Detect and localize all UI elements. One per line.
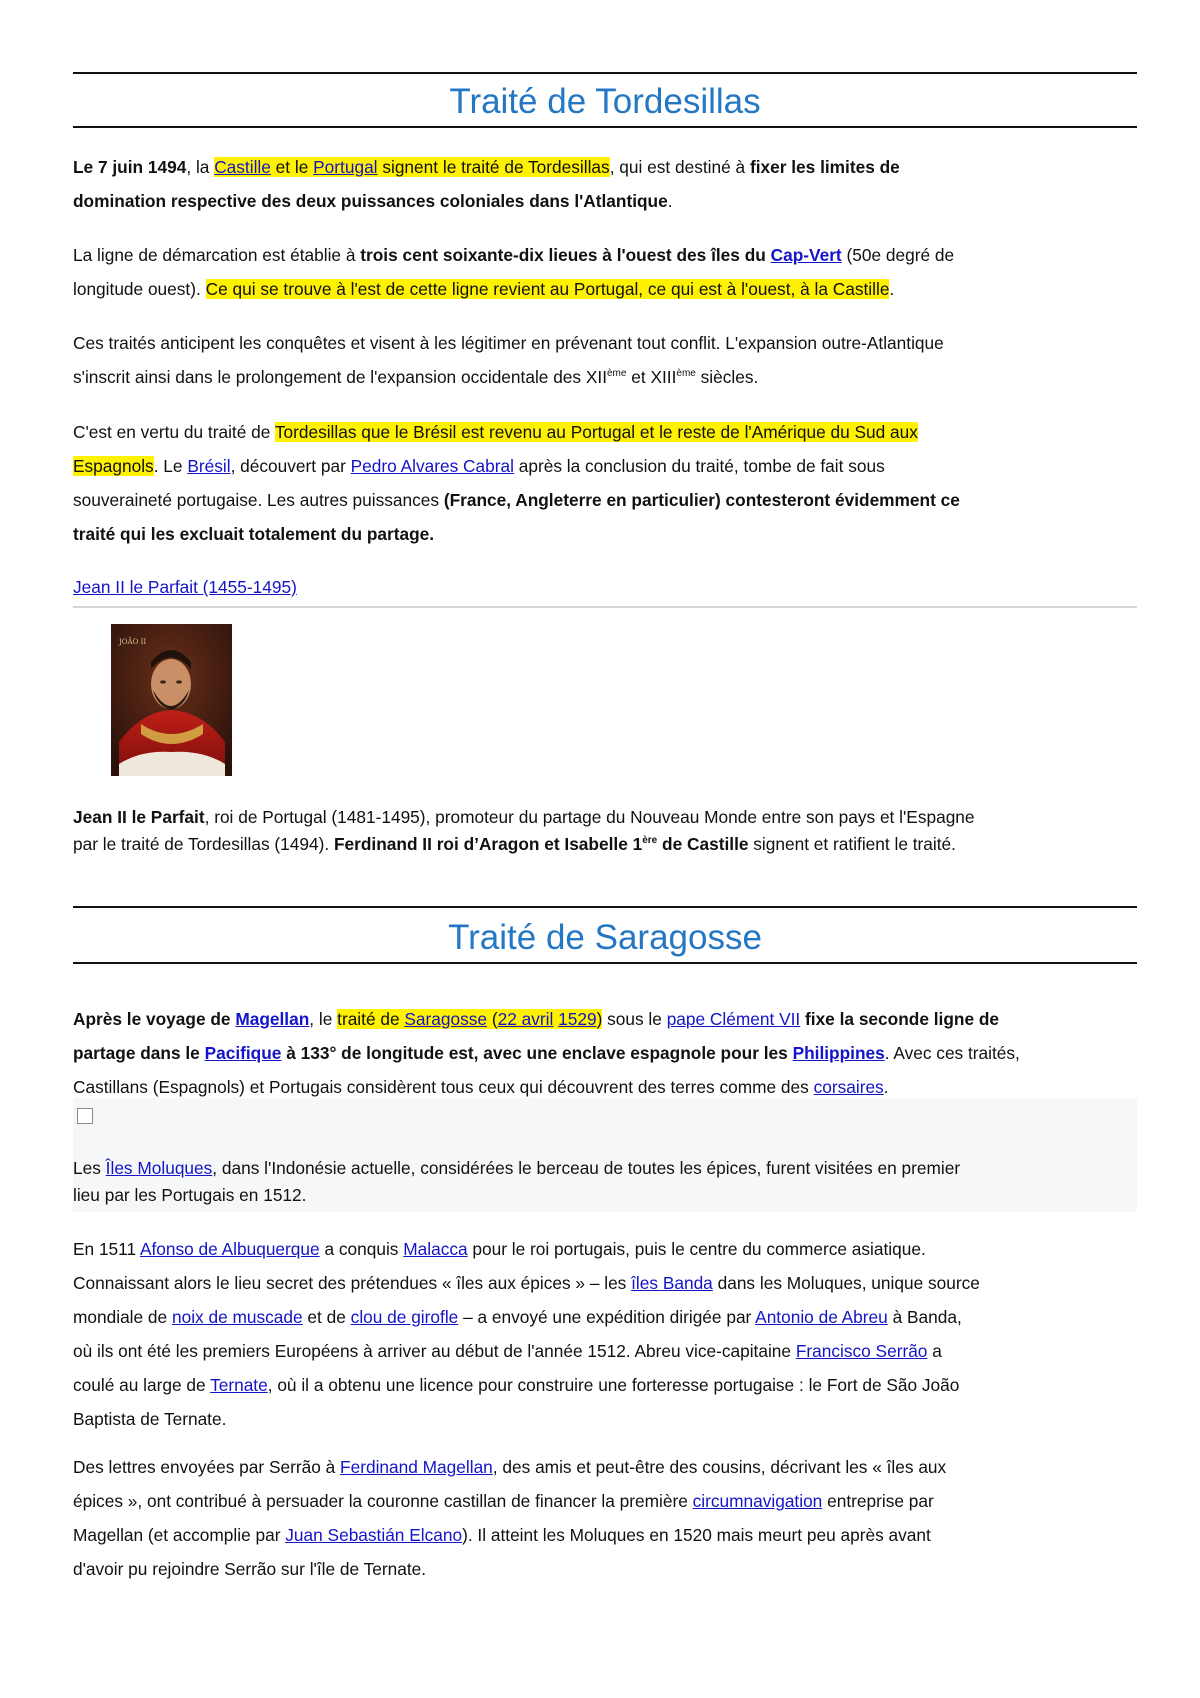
text: , découvert par — [230, 456, 351, 476]
text: sous le — [602, 1009, 667, 1029]
link-ferdinand-magellan[interactable]: Ferdinand Magellan — [340, 1457, 493, 1477]
text: La ligne de démarcation est établie à — [73, 245, 361, 265]
text: , le — [309, 1009, 338, 1029]
link-corsaires[interactable]: corsaires — [813, 1077, 884, 1097]
link-noix-de-muscade[interactable]: noix de muscade — [171, 1307, 303, 1327]
section-title-saragosse: Traité de Saragosse — [448, 918, 762, 957]
text: et le — [270, 157, 314, 177]
text: lieu par les Portugais en 1512. — [73, 1185, 307, 1205]
title-rule-top — [73, 72, 1137, 74]
link-pape-clement[interactable]: pape Clément VII — [666, 1009, 801, 1029]
text: Baptista de Ternate. — [73, 1409, 227, 1429]
text: . — [889, 279, 895, 299]
text: , la — [186, 157, 215, 177]
text: . — [667, 191, 673, 211]
text: C'est en vertu du traité de — [73, 422, 275, 442]
link-cabral[interactable]: Pedro Alvares Cabral — [350, 456, 514, 476]
bold-text: trois cent soixante-dix lieues à l'ouest des îles du — [360, 245, 771, 265]
link-circumnavigation[interactable]: circumnavigation — [692, 1491, 823, 1511]
text: ). Il atteint les Moluques en 1520 mais meurt peu après avant — [462, 1525, 931, 1545]
highlight — [214, 157, 609, 177]
date-text: Le 7 juin 1494 — [73, 157, 187, 177]
text: a conquis — [319, 1239, 404, 1259]
link-serrao[interactable]: Francisco Serrão — [795, 1341, 928, 1361]
text: souveraineté portugaise. Les autres puissances — [73, 490, 444, 510]
link-label: Magellan — [235, 1009, 310, 1029]
paragraph-serrao-letters — [73, 1450, 1137, 1586]
text: . Avec ces traités, — [884, 1043, 1020, 1063]
text: , des amis et peut-être des cousins, décrivant les « îles aux — [492, 1457, 947, 1477]
text: épices », ont contribué à persuader la couronne castillan de financer la première — [73, 1491, 693, 1511]
text: En 1511 — [73, 1239, 140, 1259]
title-rule-bottom — [73, 962, 1137, 964]
paragraph-demarcation — [73, 238, 1137, 306]
text: signent et ratifient le traité. — [748, 834, 956, 854]
text: après la conclusion du traité, tombe de fait sous — [513, 456, 885, 476]
text: d'avoir pu rejoindre Serrão sur l'île de Ternate. — [73, 1559, 427, 1579]
superscript: ère — [642, 835, 658, 847]
link-iles-banda[interactable]: îles Banda — [631, 1273, 713, 1293]
bold-text: Après le voyage de — [73, 1009, 236, 1029]
paragraph-albuquerque — [73, 1232, 1137, 1436]
text: Ces traités anticipent les conquêtes et visent à les légitimer en prévenant tout conflit. L'expansion outre-Atlantique — [73, 333, 944, 353]
text: Des lettres envoyées par Serrão à — [73, 1457, 341, 1477]
link-label: Pacifique — [204, 1043, 282, 1063]
text: siècles. — [695, 367, 759, 387]
link-saragosse[interactable]: Saragosse — [404, 1009, 488, 1029]
link-portugal[interactable]: Portugal — [313, 157, 378, 177]
text: . Le — [153, 456, 188, 476]
link-ternate[interactable]: Ternate — [210, 1375, 268, 1395]
link-albuquerque[interactable]: Afonso de Albuquerque — [139, 1239, 320, 1259]
link-22-avril[interactable]: 22 avril — [497, 1009, 554, 1029]
highlight — [337, 1009, 602, 1029]
text: dans les Moluques, unique source — [712, 1273, 980, 1293]
text: mondiale de — [73, 1307, 172, 1327]
text: où ils ont été les premiers Européens à arriver au début de l'année 1512. Abreu vice-capitaine — [73, 1341, 796, 1361]
text: Magellan (et accomplie par — [73, 1525, 286, 1545]
portrait-caption — [73, 804, 1137, 858]
link-iles-moluques[interactable]: Îles Moluques — [105, 1158, 213, 1178]
link-elcano[interactable]: Juan Sebastián Elcano — [285, 1525, 463, 1545]
image-placeholder-checkbox[interactable] — [77, 1108, 93, 1124]
moluques-caption — [73, 1155, 1137, 1209]
bold-text: partage dans le — [73, 1043, 205, 1063]
text: et XIII — [626, 367, 677, 387]
text: , qui est destiné à — [609, 157, 750, 177]
link-philippines[interactable] — [793, 1043, 885, 1063]
text: pour le roi portugais, puis le centre du commerce asiatique. — [467, 1239, 926, 1259]
link-castille[interactable]: Castille — [214, 157, 271, 177]
bold-text: Ferdinand II roi d’Aragon et Isabelle 1 — [333, 834, 643, 854]
text: , où il a obtenu une licence pour construire une forteresse portugaise : le Fort de São João — [267, 1375, 960, 1395]
text: – a envoyé une expédition dirigée par — [458, 1307, 756, 1327]
text: coulé au large de — [73, 1375, 211, 1395]
link-pacifique[interactable] — [205, 1043, 282, 1063]
highlight: Tordesillas que le Brésil est revenu au Portugal et le reste de l'Amérique du Sud aux — [274, 422, 918, 442]
portrait-jean-ii — [111, 624, 232, 776]
bold-text: de Castille — [657, 834, 749, 854]
link-1529[interactable]: 1529 — [558, 1009, 597, 1029]
bold-text: Jean II le Parfait — [73, 807, 205, 827]
paragraph-bresil — [73, 415, 1137, 551]
text: . — [883, 1077, 889, 1097]
text: par le traité de Tordesillas (1494). — [73, 834, 334, 854]
text: s'inscrit ainsi dans le prolongement de l'expansion occidentale des XII — [73, 367, 607, 387]
link-label: Philippines — [792, 1043, 885, 1063]
paragraph-jean-link — [73, 570, 1137, 604]
bold-text: fixer les limites de — [749, 157, 900, 177]
highlight: Espagnols — [73, 456, 154, 476]
text: longitude ouest). — [73, 279, 206, 299]
bold-text: à 133° de longitude est, avec une enclave espagnole pour les — [281, 1043, 793, 1063]
paragraph-anticipation — [73, 326, 1137, 394]
text: (50e degré de — [841, 245, 955, 265]
text: à Banda, — [887, 1307, 962, 1327]
title-rule-top — [73, 906, 1137, 908]
link-malacca[interactable]: Malacca — [403, 1239, 468, 1259]
link-clou-de-girofle[interactable]: clou de girofle — [350, 1307, 459, 1327]
link-jean-ii[interactable]: Jean II le Parfait (1455-1495) — [73, 577, 297, 597]
bold-text: traité qui les excluait totalement du partage. — [73, 524, 435, 544]
superscript: ème — [676, 368, 696, 380]
link-magellan[interactable] — [235, 1009, 309, 1029]
paragraph-tordesillas-intro — [73, 150, 1137, 218]
text: et de — [302, 1307, 351, 1327]
portrait-image — [111, 624, 232, 776]
text: traité de — [337, 1009, 405, 1029]
highlight: Ce qui se trouve à l'est de cette ligne revient au Portugal, ce qui est à l'ouest, à la Castille — [205, 279, 890, 299]
text: ( — [487, 1009, 498, 1029]
text: Les — [73, 1158, 106, 1178]
text: entreprise par — [822, 1491, 934, 1511]
link-abreu[interactable]: Antonio de Abreu — [755, 1307, 888, 1327]
link-cap-vert[interactable] — [771, 245, 842, 265]
separator — [73, 606, 1137, 608]
bold-text: (France, Angleterre en particulier) contesteront évidemment ce — [443, 490, 960, 510]
text: Castillans (Espagnols) et Portugais considèrent tous ceux qui découvrent des terres comme des — [73, 1077, 814, 1097]
text: , dans l'Indonésie actuelle, considérées le berceau de toutes les épices, furent visitées en premier — [212, 1158, 961, 1178]
bold-text: fixe la seconde ligne de — [800, 1009, 1000, 1029]
section-title-tordesillas: Traité de Tordesillas — [449, 82, 761, 121]
text: a — [927, 1341, 942, 1361]
link-label: Cap-Vert — [770, 245, 842, 265]
paragraph-saragosse — [73, 1002, 1137, 1104]
title-rule-bottom — [73, 126, 1137, 128]
bold-text: domination respective des deux puissances coloniales dans l'Atlantique — [73, 191, 668, 211]
text: , roi de Portugal (1481-1495), promoteur du partage du Nouveau Monde entre son pays et l'Espagne — [204, 807, 975, 827]
text: signent le traité de Tordesillas — [377, 157, 610, 177]
portrait-label: JOÃO II — [119, 638, 147, 646]
superscript: ème — [607, 368, 627, 380]
text: ) — [596, 1009, 603, 1029]
link-bresil[interactable]: Brésil — [187, 456, 231, 476]
text: Connaissant alors le lieu secret des prétendues « îles aux épices » – les — [73, 1273, 632, 1293]
